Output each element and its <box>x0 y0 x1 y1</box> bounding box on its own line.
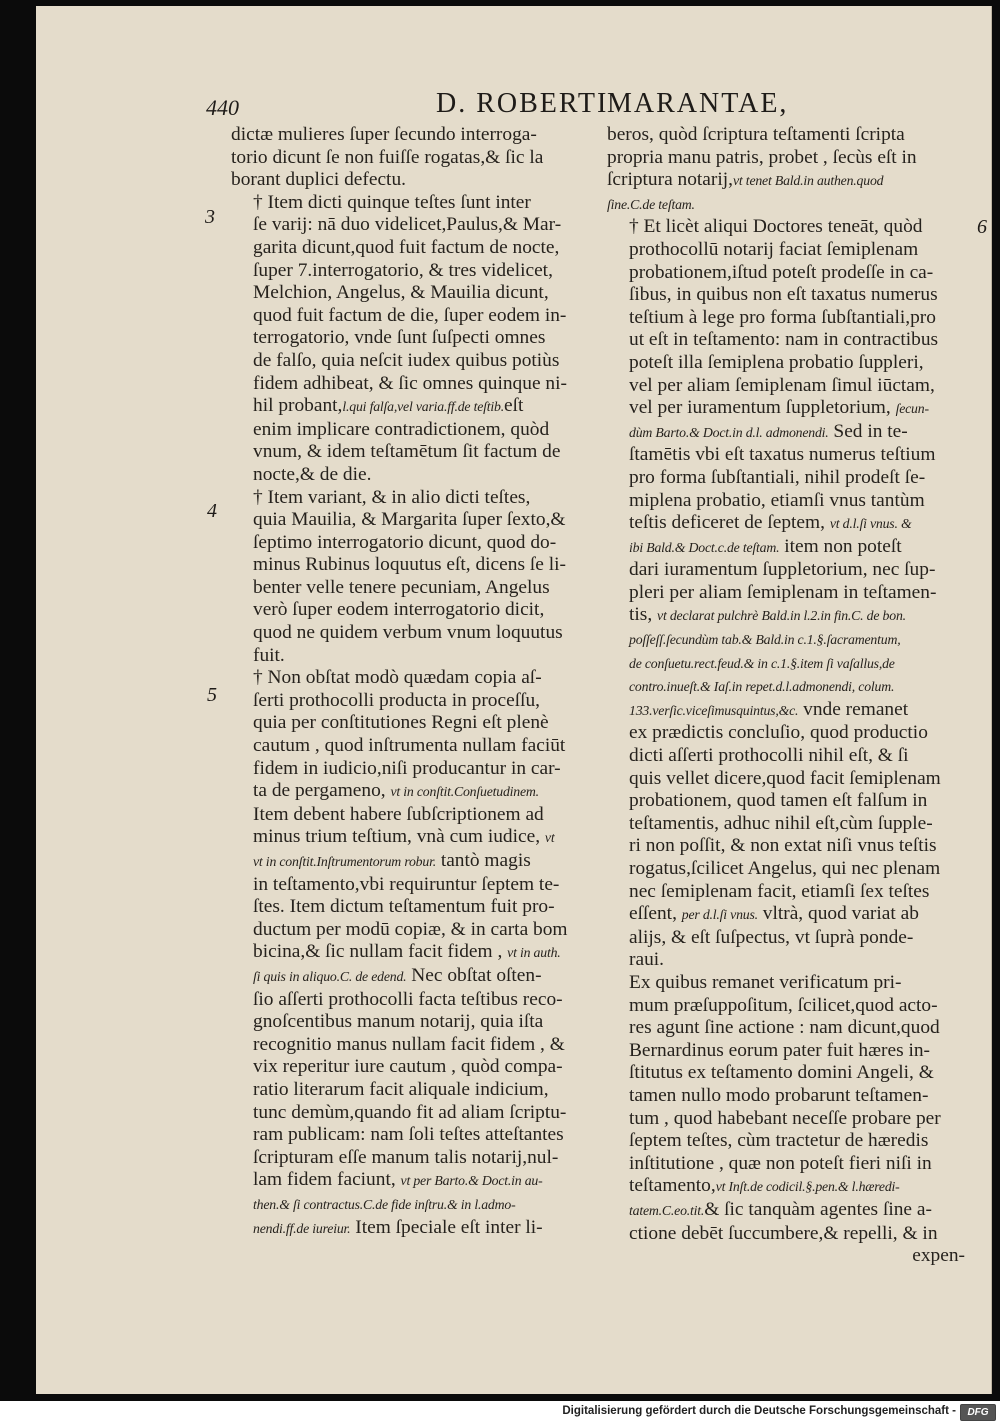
text-line <box>607 512 967 536</box>
text-line <box>231 373 601 396</box>
legal-citation: contro.inueſt.& Iaſ.in repet.d.l.admonendi, colum. <box>629 679 895 695</box>
text-line <box>607 972 967 995</box>
text-segment: Nec obſtat oſten- <box>406 964 542 986</box>
text-line <box>607 444 967 467</box>
paragraph <box>231 124 601 192</box>
paragraph <box>231 487 601 668</box>
text-line <box>607 1223 967 1246</box>
text-segment: inſtitutione , quæ non poteſt fieri niſi in <box>629 1152 932 1174</box>
text-segment: fuit. <box>253 644 285 666</box>
text-segment: de falſo, quia neſcit iudex quibus potiùs <box>253 349 560 371</box>
text-segment: hil probant, <box>253 395 343 417</box>
paragraph <box>231 192 601 487</box>
text-segment: item non poteſt <box>779 535 902 557</box>
right-column <box>607 124 967 1268</box>
text-line <box>231 441 601 464</box>
text-line <box>231 554 601 577</box>
legal-citation: ſi quis in aliquo.C. de edend. <box>253 968 407 984</box>
left-column <box>231 124 601 1240</box>
text-line <box>231 487 601 510</box>
text-line <box>231 690 601 713</box>
text-line <box>607 628 967 652</box>
text-line <box>231 599 601 622</box>
text-line <box>607 835 967 858</box>
text-line <box>607 813 967 836</box>
text-line <box>607 307 967 330</box>
legal-citation: vt Inſt.de codicil.§.pen.& l.hæredi- <box>715 1179 900 1195</box>
text-line <box>231 147 601 170</box>
text-segment: Ex quibus remanet verificatum pri- <box>629 971 902 993</box>
text-segment: ſerti prothocolli producta in proceſſu, <box>253 689 541 711</box>
text-line <box>607 1108 967 1131</box>
text-line <box>607 858 967 881</box>
paragraph <box>607 216 967 972</box>
book-page <box>36 6 992 1394</box>
text-line <box>607 559 967 582</box>
paragraph <box>607 124 967 216</box>
text-segment: tunc demùm,quando fit ad aliam ſcriptu- <box>253 1101 567 1123</box>
text-line <box>607 193 967 217</box>
text-segment: enim implicare contradictionem, quòd <box>253 418 550 440</box>
text-segment: raui. <box>629 949 664 971</box>
margin-number-3: 3 <box>205 206 215 228</box>
text-line <box>607 722 967 745</box>
text-line <box>607 216 967 239</box>
text-line <box>607 262 967 285</box>
text-line <box>231 874 601 897</box>
text-segment: ctione debēt ſuccumbere,& repelli, & in <box>629 1222 938 1244</box>
text-line <box>607 1085 967 1108</box>
text-segment: ſeptem teſtes, cùm tractetur de hæredis <box>629 1130 929 1152</box>
text-line <box>607 903 967 927</box>
text-segment: ſuper 7.interrogatorio, & tres videlicet, <box>253 259 553 281</box>
text-segment: teſtium à lege pro forma ſubſtantiali,pro <box>629 306 936 328</box>
text-line <box>231 780 601 804</box>
text-segment: tum , quod habebant neceſſe probare per <box>629 1107 941 1129</box>
text-segment: bicina,& ſic nullam facit fidem , <box>253 941 508 963</box>
legal-citation: vt declarat pulchrè Bald.in l.2.in fin.C. de bon. <box>657 608 906 624</box>
text-line <box>231 305 601 328</box>
legal-citation: vt tenet Bald.in authen.quod <box>733 173 884 189</box>
legal-citation: tatem.C.eo.tit. <box>629 1202 705 1218</box>
funding-notice: Digitalisierung gefördert durch die Deutsche Forschungsgemeinschaft - <box>562 1405 956 1417</box>
text-line <box>231 1193 601 1217</box>
text-segment: dari iuramentum ſuppletorium, nec ſup- <box>629 559 936 581</box>
text-segment: dictæ mulieres ſuper ſecundo interroga- <box>231 124 537 145</box>
text-segment: ex prædictis concluſio, quod productio <box>629 722 928 744</box>
text-segment: vix reperitur iure cautum , quòd compa- <box>253 1056 563 1078</box>
text-segment: quod fuit factum de die, ſuper eodem in- <box>253 304 567 326</box>
legal-citation: 133.verſic.viceſimusquintus,&c. <box>629 702 799 718</box>
text-line <box>231 804 601 827</box>
text-segment: ſtes. Item dictum teſtamentum fuit pro- <box>253 896 555 918</box>
legal-citation: vt in auth. <box>507 945 561 961</box>
digitization-footer <box>0 1401 1000 1423</box>
text-line <box>607 745 967 768</box>
catchword: expen- <box>912 1245 965 1267</box>
text-segment: prothocollū notarij faciat ſemiplenam <box>629 238 919 260</box>
text-line <box>231 941 601 965</box>
text-line <box>231 1217 601 1241</box>
text-segment: eſſent, <box>629 903 682 925</box>
text-segment: Melchion, Angelus, & Mauilia dicunt, <box>253 282 549 304</box>
text-segment: ratio literarum facit aliquale indicium, <box>253 1078 549 1100</box>
text-line <box>231 509 601 532</box>
text-line <box>231 1079 601 1102</box>
text-segment: Item ſpeciale eſt inter li- <box>350 1216 543 1238</box>
text-line <box>231 989 601 1012</box>
text-line <box>607 881 967 904</box>
text-line <box>231 919 601 942</box>
legal-citation: then.& ſi contractus.C.de fide inſtru.& in l.admo- <box>253 1196 516 1212</box>
text-line <box>231 758 601 781</box>
text-line <box>607 927 967 950</box>
text-line <box>607 1017 967 1040</box>
text-line <box>231 1102 601 1125</box>
text-segment: quia Mauilia, & Margarita ſuper ſexto,& <box>253 509 566 531</box>
text-segment: borant duplici defectu. <box>231 169 406 191</box>
text-line <box>231 395 601 419</box>
text-segment: probationem, quod tamen eſt falſum in <box>629 790 928 812</box>
text-line <box>231 1056 601 1079</box>
text-line <box>231 826 601 850</box>
text-segment: † Et licèt aliqui Doctores teneāt, quòd <box>629 216 923 238</box>
text-line <box>231 1034 601 1057</box>
text-line <box>607 147 967 170</box>
text-line <box>607 397 967 421</box>
text-line <box>231 645 601 668</box>
text-line <box>607 699 967 723</box>
text-line <box>231 965 601 989</box>
text-line <box>231 237 601 260</box>
text-line <box>607 1199 967 1223</box>
text-segment: minus trium teſtium, vnà cum iudice, <box>253 826 545 848</box>
text-segment: vel per aliam ſemiplenam ſimul iūctam, <box>629 374 935 396</box>
page-number: 440 <box>206 95 239 120</box>
text-line <box>231 1011 601 1034</box>
text-line <box>607 284 967 307</box>
text-segment: verò ſuper eodem interrogatorio dicit, <box>253 599 545 621</box>
text-line <box>607 375 967 398</box>
text-segment: res agunt ſine actione : nam dicunt,quod <box>629 1017 940 1039</box>
text-line <box>231 169 601 192</box>
text-segment: quia per conſtitutiones Regni eſt plenè <box>253 712 549 734</box>
paragraph <box>231 667 601 1240</box>
margin-number-5: 5 <box>207 684 217 706</box>
text-line <box>231 214 601 237</box>
text-segment: † Item variant, & in alio dicti teſtes, <box>253 486 531 508</box>
text-segment: Item debent habere ſubſcriptionem ad <box>253 803 544 825</box>
text-line <box>231 124 601 147</box>
text-segment: ut eſt in teſtamento: nam in contractibus <box>629 329 939 351</box>
text-line <box>607 352 967 375</box>
text-segment: vltrà, quod variat ab <box>757 903 919 925</box>
legal-citation: per d.l.ſi vnus. <box>681 907 758 923</box>
page-header <box>36 86 991 126</box>
text-line <box>607 652 967 676</box>
text-segment: benter velle tenere pecuniam, Angelus <box>253 576 550 598</box>
legal-citation: ſecun- <box>895 401 929 417</box>
text-segment: probationem,iſtud poteſt prodeſſe in ca- <box>629 261 934 283</box>
paragraph <box>607 972 967 1245</box>
text-line <box>231 532 601 555</box>
text-segment: rogatus,ſcilicet Angelus, qui nec plenam <box>629 858 941 879</box>
text-segment: nec ſemiplenam facit, etiamſi ſex teſtes <box>629 880 930 902</box>
text-segment: lam fidem faciunt, <box>253 1169 401 1191</box>
text-segment: ta de pergameno, <box>253 780 391 802</box>
text-line <box>231 850 601 874</box>
legal-citation: vt in conſtit.Inſtrumentorum robur. <box>253 854 436 869</box>
legal-citation: vt in conſtit.Conſuetudinem. <box>390 784 539 800</box>
text-line <box>607 582 967 605</box>
dfg-logo: DFG <box>960 1404 996 1421</box>
legal-citation: dùm Barto.& Doct.in d.l. admonendi. <box>629 424 829 440</box>
legal-citation: l.qui falſa,vel varia.ff.de teſtib. <box>342 399 505 415</box>
text-segment: dicti aſſerti prothocolli nihil eſt, & ſi <box>629 745 909 767</box>
text-line <box>607 421 967 445</box>
text-segment: nocte,& de die. <box>253 463 372 485</box>
legal-citation: de conſuetu.rect.feud.& in c.1.§.item ſi vaſallus,de <box>629 655 895 671</box>
text-line <box>231 260 601 283</box>
text-segment: torio dicunt ſe non fuiſſe rogatas,& ſic la <box>231 146 544 168</box>
text-line <box>607 1040 967 1063</box>
legal-citation: vt <box>544 830 555 846</box>
text-segment: † Item dicti quinque teſtes ſunt inter <box>253 191 531 213</box>
text-segment: ſcripturam eſſe manum talis notarij,nul- <box>253 1146 559 1168</box>
margin-number-4: 4 <box>207 500 217 522</box>
text-line <box>231 192 601 215</box>
text-segment: ri non poſſit, & non extat niſi vnus teſtis <box>629 835 937 857</box>
text-segment: quod ne quidem verbum vnum loquutus <box>253 622 563 644</box>
text-segment: vnde remanet <box>798 698 909 720</box>
legal-citation: vt d.l.ſi vnus. & <box>829 516 912 532</box>
text-segment: quis vellet dicere,quod facit ſemiplenam <box>629 767 941 789</box>
text-segment: vel per iuramentum ſuppletorium, <box>629 397 896 419</box>
text-segment: fidem in iudicio,niſi producantur in car- <box>253 757 561 779</box>
text-segment: recognitio manus nullam facit fidem , & <box>253 1033 565 1055</box>
text-line <box>607 1153 967 1176</box>
text-segment: ductum per modū copiæ, & in carta bom <box>253 918 568 940</box>
text-line <box>607 675 967 699</box>
text-line <box>231 1169 601 1193</box>
text-line <box>231 735 601 758</box>
text-segment: tantò magis <box>435 850 531 871</box>
text-line <box>607 467 967 490</box>
text-segment: tis, <box>629 604 658 626</box>
legal-citation: poſſeſſ.ſecundùm tab.& Bald.in c.1.§.ſacramentum, <box>629 632 901 648</box>
legal-citation: nendi.ff.de iureiur. <box>253 1220 351 1236</box>
text-segment: terrogatorio, vnde ſunt ſuſpecti omnes <box>253 327 546 349</box>
text-line <box>607 790 967 813</box>
text-segment: Sed in te- <box>828 420 908 442</box>
text-segment: in teſtamento,vbi requiruntur ſeptem te- <box>253 873 560 895</box>
text-line <box>231 622 601 645</box>
text-segment: ſio aſſerti prothocolli facta teſtibus reco- <box>253 988 563 1010</box>
text-line <box>231 1124 601 1147</box>
text-line <box>231 667 601 690</box>
margin-number-6: 6 <box>977 216 987 238</box>
legal-citation: vt per Barto.& Doct.in au- <box>400 1173 543 1189</box>
text-segment: teſtamento, <box>629 1175 716 1197</box>
text-line <box>231 577 601 600</box>
legal-citation: ſine.C.de teſtam. <box>607 196 695 212</box>
text-segment: minus Rubinus loquutus eſt, dicens ſe li- <box>253 554 566 576</box>
text-line <box>231 712 601 735</box>
text-line <box>607 239 967 262</box>
text-segment: teſtamentis, adhuc nihil eſt,cùm ſupple- <box>629 812 933 834</box>
text-segment: cautum , quod inſtrumenta nullam faciūt <box>253 735 566 757</box>
text-segment: & ſic tanquàm agentes ſine a- <box>704 1198 932 1220</box>
text-line <box>607 169 967 193</box>
text-segment: † Non obſtat modò quædam copia aſ- <box>253 667 542 689</box>
text-line <box>607 1175 967 1199</box>
text-line <box>231 1147 601 1170</box>
running-head-left: D. ROBERTI <box>436 88 609 119</box>
text-segment: ſe varij: nā duo videlicet,Paulus,& Mar- <box>253 214 562 236</box>
text-line <box>607 949 967 972</box>
text-segment: miplena probatio, etiamſi vnus tantùm <box>629 489 925 511</box>
text-line <box>607 604 967 628</box>
text-segment: ſeptimo interrogatorio dicunt, quod do- <box>253 531 557 553</box>
text-line <box>231 282 601 305</box>
text-line <box>607 995 967 1018</box>
text-segment: garita dicunt,quod fuit factum de nocte, <box>253 236 560 258</box>
running-head-right: MARANTAE, <box>607 88 789 119</box>
text-line <box>231 327 601 350</box>
text-segment: pro forma ſubſtantiali, nihil prodeſt ſe- <box>629 466 926 488</box>
text-segment: ram publicam: nam ſoli teſtes atteſtantes <box>253 1124 564 1146</box>
text-line <box>231 350 601 373</box>
text-line <box>607 768 967 791</box>
text-segment: mum præſuppoſitum, ſcilicet,quod acto- <box>629 994 938 1016</box>
text-segment: teſtis deficeret de ſeptem, <box>629 512 830 534</box>
text-segment: eſt <box>504 395 524 417</box>
text-line <box>231 896 601 919</box>
text-line <box>607 490 967 513</box>
text-segment: alijs, & eſt ſuſpectus, vt ſuprà ponde- <box>629 926 914 948</box>
text-line <box>607 124 967 147</box>
text-segment: pleri per aliam ſemiplenam in teſtamen- <box>629 581 937 603</box>
text-segment: vnum, & idem teſtamētum ſit factum de <box>253 441 561 463</box>
text-line <box>231 464 601 487</box>
text-segment: ſtitutus ex teſtamento domini Angeli, & <box>629 1062 934 1084</box>
text-segment: fidem adhibeat, & ſic omnes quinque ni- <box>253 372 567 394</box>
text-line <box>607 329 967 352</box>
text-segment: poteſt illa ſemiplena probatio ſuppleri, <box>629 351 924 373</box>
text-segment: Bernardinus eorum pater fuit hæres in- <box>629 1039 931 1061</box>
text-segment: tamen nullo modo probarunt teſtamen- <box>629 1084 929 1106</box>
text-segment: ſcriptura notarij, <box>607 169 733 191</box>
text-segment: ſibus, in quibus non eſt taxatus numerus <box>629 284 938 306</box>
text-line <box>607 536 967 560</box>
text-line <box>607 1130 967 1153</box>
legal-citation: ibi Bald.& Doct.c.de teſtam. <box>629 539 780 555</box>
text-line <box>231 419 601 442</box>
text-segment: propria manu patris, probet , ſecùs eſt in <box>607 146 917 168</box>
text-segment: beros, quòd ſcriptura teſtamenti ſcripta <box>607 124 905 145</box>
text-line <box>607 1062 967 1085</box>
text-segment: ſtamētis vbi eſt taxatus numerus teſtium <box>629 444 936 466</box>
text-segment: gnoſcentibus manum notarij, quia iſta <box>253 1011 544 1033</box>
